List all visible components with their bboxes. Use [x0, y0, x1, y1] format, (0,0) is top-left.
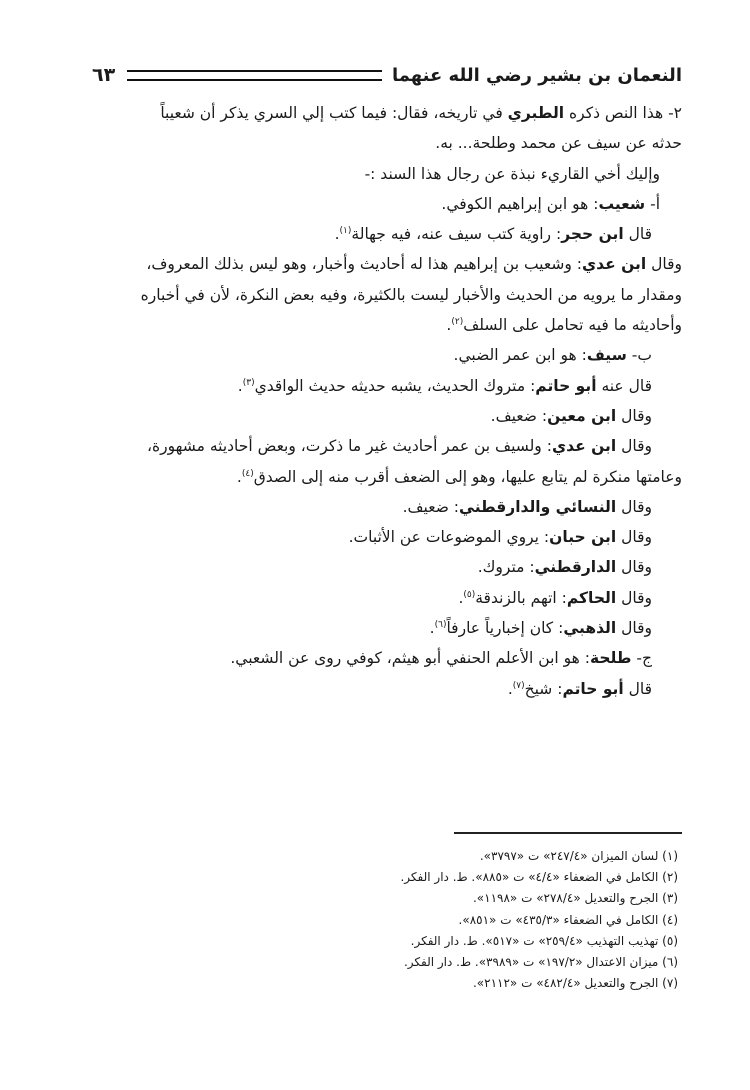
- running-header: [92, 58, 682, 92]
- footnote-ref: (٧): [512, 680, 525, 691]
- text-line: وقال النسائي والدارقطني: ضعيف.: [402, 497, 652, 516]
- text-line: وقال ابن عدي: ولسيف بن عمر أحاديث غير ما ذكرت، وبعض أحاديثه مشهورة،: [147, 437, 652, 456]
- text-line: وأحاديثه ما فيه تحامل على السلف$^{(٢)}$.: [446, 316, 682, 335]
- text-line: وعامتها منكرة لم يتابع عليها، وهو إلى الضعف أقرب منه إلى الصدق$^{(٤)}$.: [236, 467, 682, 486]
- footnote-ref: (٤): [241, 468, 254, 479]
- text-line: وقال ابن عدي: وشعيب بن إبراهيم هذا له أحاديث وأخبار، وهو ليس بذلك المعروف،: [146, 255, 682, 274]
- text-line: ب- سيف: هو ابن عمر الضبي.: [453, 346, 652, 365]
- footnote-ref: (٥): [463, 589, 476, 600]
- running-title: النعمان بن بشير رضي الله عنهما: [391, 64, 682, 86]
- footnote: (٣) الجرح والتعديل «٢٧٨/٤» ت «١١٩٨».: [472, 891, 678, 906]
- text-line: قال أبو حاتم: شيخ$^{(٧)}$.: [507, 679, 652, 698]
- text-line: حدثه عن سيف عن محمد وطلحة... به.: [435, 134, 682, 153]
- text-line: ج- طلحة: هو ابن الأعلم الحنفي أبو هيثم، كوفي روى عن الشعبي.: [230, 649, 652, 668]
- footnote: (٥) تهذيب التهذيب «٢٥٩/٤» ت «٥١٧». ط. دار الفكر.: [410, 933, 678, 948]
- text-line: ٢- هذا النص ذكره الطبري في تاريخه، فقال: فيما كتب إلي السري يذكر أن شعيباً: [160, 104, 682, 122]
- text-line: وقال الدارقطني: متروك.: [477, 558, 652, 577]
- footnote-ref: (٣): [242, 377, 255, 388]
- text-line: قال ابن حجر: راوية كتب سيف عنه، فيه جهالة$^{(١)}$.: [334, 225, 652, 244]
- text-line: وقال ابن معين: ضعيف.: [490, 406, 652, 425]
- text-line: وقال الذهبي: كان إخبارياً عارفاً$^{(٦)}$.: [429, 619, 652, 638]
- footnote: (٤) الكامل في الضعفاء «٤٣٥/٣» ت «٨٥١».: [458, 912, 678, 927]
- footnote-separator: [454, 832, 682, 834]
- footnote-ref: (١): [339, 226, 352, 237]
- footnote: (٧) الجرح والتعديل «٤٨٢/٤» ت «٢١١٢».: [472, 976, 678, 991]
- text-line: قال عنه أبو حاتم: متروك الحديث، يشبه حديثه حديث الواقدي$^{(٣)}$.: [237, 376, 652, 395]
- text-line: ومقدار ما يرويه من الحديث والأخبار ليست بالكثيرة، وفيه بعض النكرة، لأن في أخباره: [140, 285, 682, 304]
- footnote: (١) لسان الميزان «٢٤٧/٤» ت «٣٧٩٧».: [479, 849, 678, 863]
- text-line: أ- شعيب: هو ابن إبراهيم الكوفي.: [441, 194, 660, 213]
- footnote: (٢) الكامل في الضعفاء «٤/٤» ت «٨٨٥». ط. دار الفكر.: [400, 870, 678, 885]
- footnote: (٦) ميزان الاعتدال «١٩٧/٢» ت «٣٩٨٩». ط. دار الفكر.: [403, 955, 678, 970]
- text-line: وإليك أخي القاريء نبذة عن رجال هذا السند :-: [364, 164, 660, 183]
- page-number: ٦٣: [92, 64, 116, 86]
- footnotes: [260, 846, 678, 994]
- text-line: وقال الحاكم: اتهم بالزندقة$^{(٥)}$.: [458, 588, 652, 607]
- main-text: [88, 98, 682, 704]
- footnote-ref: (٢): [451, 316, 464, 327]
- footnote-ref: (٦): [434, 619, 447, 630]
- header-rule: [127, 70, 382, 81]
- text-line: وقال ابن حبان: يروي الموضوعات عن الأثبات.: [348, 528, 652, 547]
